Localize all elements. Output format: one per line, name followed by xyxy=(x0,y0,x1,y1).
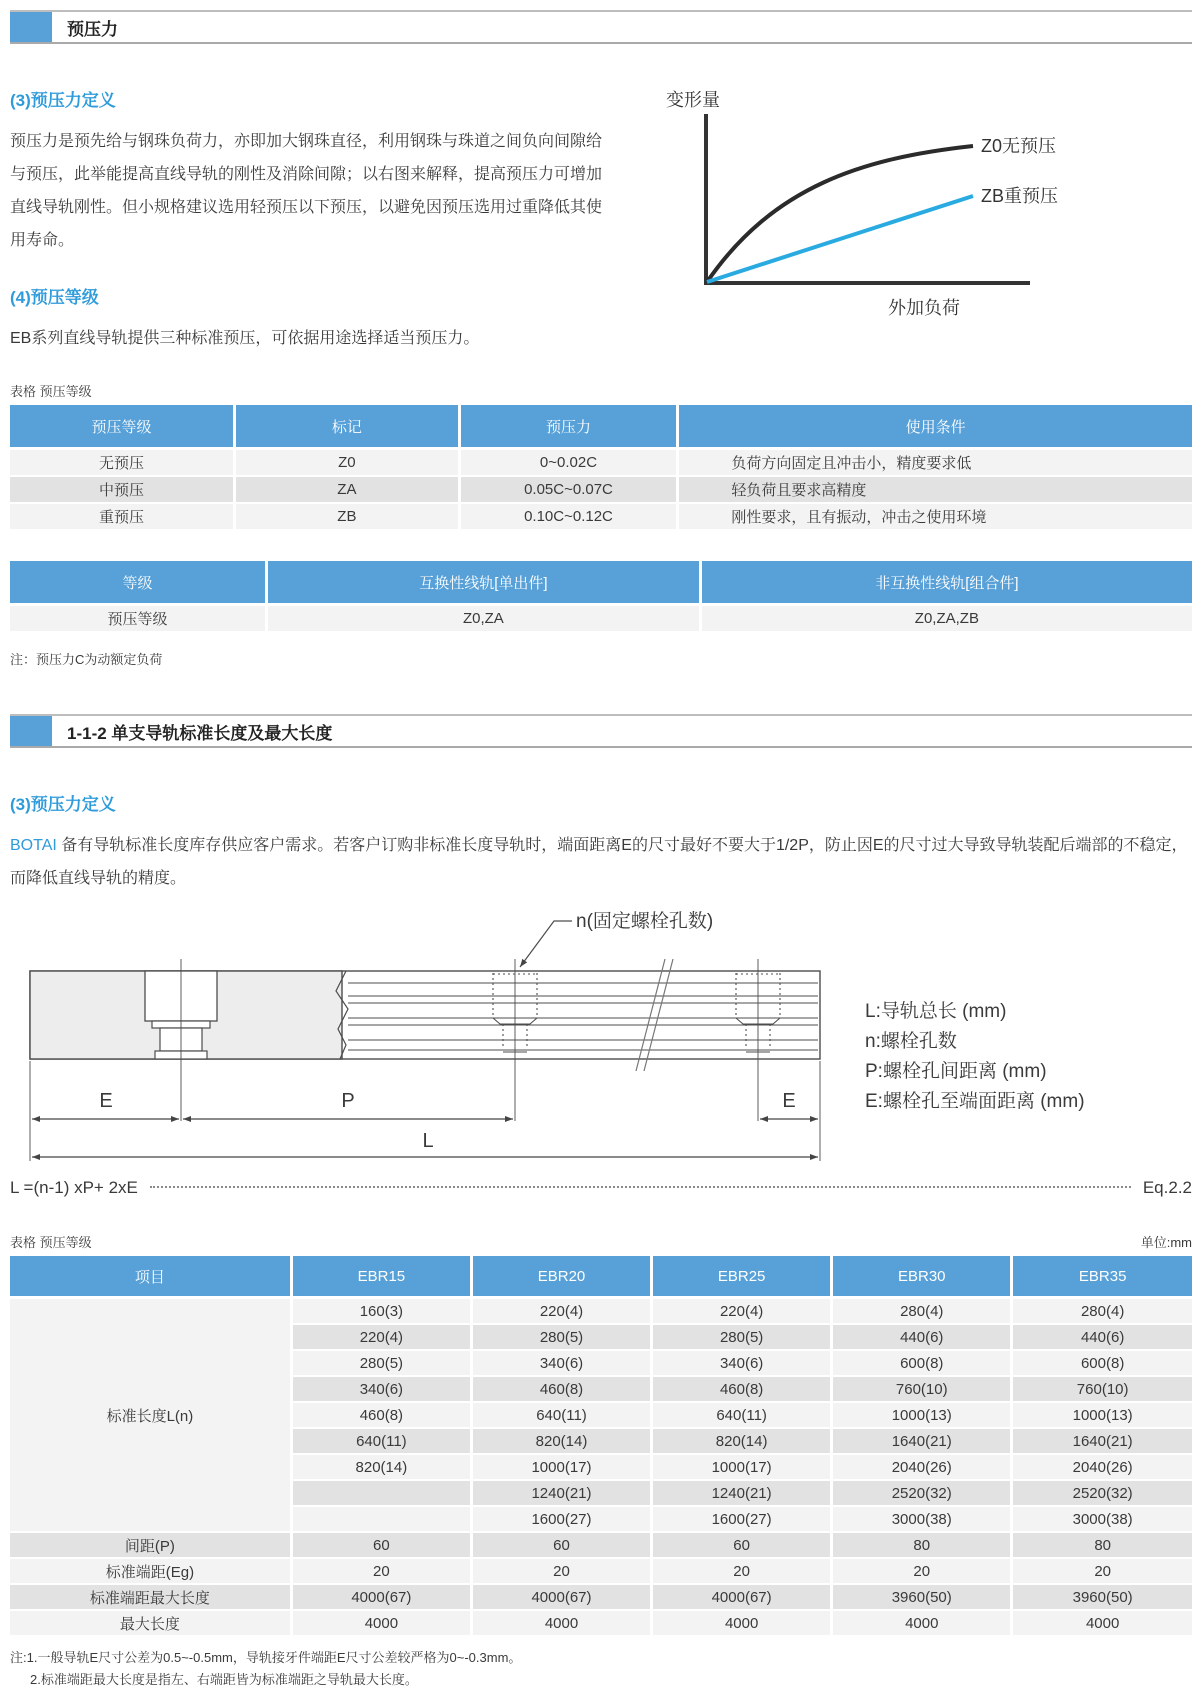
table-row xyxy=(10,1558,1192,1584)
table-cell: 1600(27) xyxy=(471,1506,651,1532)
column-header: 预压力 xyxy=(459,405,678,449)
table-cell: 中预压 xyxy=(10,476,235,503)
table-cell: 280(5) xyxy=(652,1324,832,1350)
table-row xyxy=(10,605,1192,633)
table-cell: 80 xyxy=(1012,1532,1192,1558)
table-cell: 280(5) xyxy=(291,1350,471,1376)
table-cell: 20 xyxy=(1012,1558,1192,1584)
table-cell: 4000 xyxy=(291,1610,471,1636)
table-cell: 1240(21) xyxy=(471,1480,651,1506)
table-cell: 4000(67) xyxy=(291,1584,471,1610)
length-table-caption: 表格 预压等级 xyxy=(10,1235,92,1250)
chart-line-zb xyxy=(707,196,973,282)
intro-text-column xyxy=(10,86,602,355)
rail-dimension-diagram xyxy=(10,899,1190,1171)
paragraph-preload-grades: EB系列直线导轨提供三种标准预压，可依据用途选择适当预压力。 xyxy=(10,330,480,347)
table-cell: Z0 xyxy=(235,449,460,477)
legend-item-p: P:螺栓孔间距离 (mm) xyxy=(865,1061,1047,1082)
table-cell: 340(6) xyxy=(652,1350,832,1376)
callout-leader-line xyxy=(520,921,572,967)
column-header: EBR25 xyxy=(652,1256,832,1298)
section-header-preload xyxy=(10,10,1192,44)
table-cell: 60 xyxy=(652,1532,832,1558)
table-cell: 3960(50) xyxy=(1012,1584,1192,1610)
length-table-unit: 单位:mm xyxy=(1140,1235,1192,1250)
table-cell: 820(14) xyxy=(291,1454,471,1480)
table-cell: 1000(13) xyxy=(832,1402,1012,1428)
table-row xyxy=(10,449,1192,477)
table-cell: 4000 xyxy=(832,1610,1012,1636)
table-cell: 0.05C~0.07C xyxy=(459,476,678,503)
row-label-max-length: 最大长度 xyxy=(10,1610,291,1636)
paragraph-rail-length xyxy=(10,829,1192,895)
table-cell: 80 xyxy=(832,1532,1012,1558)
table-cell: 20 xyxy=(652,1558,832,1584)
brand-name: BOTAI xyxy=(10,837,57,854)
table-cell: Z0,ZA,ZB xyxy=(700,605,1192,633)
table-cell: 460(8) xyxy=(291,1402,471,1428)
heading-preload-definition: (3)预压力定义 xyxy=(10,91,116,110)
section-chip xyxy=(10,716,52,746)
table-cell: 4000 xyxy=(471,1610,651,1636)
preload-table-caption: 表格 预压等级 xyxy=(10,384,92,399)
table-cell: 2520(32) xyxy=(832,1480,1012,1506)
table-cell: 220(4) xyxy=(652,1298,832,1325)
chart-series-label-zb: ZB重预压 xyxy=(981,186,1059,206)
chart-column xyxy=(602,86,1192,355)
table-cell: 220(4) xyxy=(471,1298,651,1325)
callout-bolt-hole-count: n(固定螺栓孔数) xyxy=(576,911,714,932)
column-header: 等级 xyxy=(10,561,266,605)
table-cell: 2040(26) xyxy=(832,1454,1012,1480)
paragraph-rail-length-text: 备有导轨标准长度库存供应客户需求。若客户订购非标准长度导轨时，端面距离E的尺寸最好不要大于1/2P，防止因E的尺寸过大导致导轨装配后端部的不稳定，而降低直线导轨的精度。 xyxy=(10,837,1188,887)
paragraph-preload-definition: 预压力是预先给与钢珠负荷力，亦即加大钢珠直径，利用钢珠与珠道之间负向间隙给与预压，此举能提高直线导轨的刚性及消除间隙；以右图来解释，提高预压力可增加直线导轨刚性。但小规格建议选用轻预压以下预压，以避免因预压选用过重降低其使用寿命。 xyxy=(10,133,603,249)
table-cell: 280(5) xyxy=(471,1324,651,1350)
table-cell: 440(6) xyxy=(1012,1324,1192,1350)
table-cell xyxy=(291,1480,471,1506)
length-formula-row xyxy=(10,1178,1192,1198)
table-cell: 4000 xyxy=(652,1610,832,1636)
dimension-label-e-left: E xyxy=(99,1090,113,1112)
table-cell: 3000(38) xyxy=(832,1506,1012,1532)
table-cell: 4000 xyxy=(1012,1610,1192,1636)
table-row xyxy=(10,1532,1192,1558)
legend-item-l: L:导轨总长 (mm) xyxy=(865,1001,1007,1022)
column-header: 互换性线轨[单出件] xyxy=(266,561,700,605)
preload-deformation-chart xyxy=(638,86,1188,324)
table-cell: 1240(21) xyxy=(652,1480,832,1506)
column-header: 非互换性线轨[组合件] xyxy=(700,561,1192,605)
table-cell: 440(6) xyxy=(832,1324,1012,1350)
table-cell: 负荷方向固定且冲击小，精度要求低 xyxy=(678,449,1192,477)
table-header-row xyxy=(10,405,1192,449)
length-table-caption-row xyxy=(10,1232,1192,1251)
table-cell: Z0,ZA xyxy=(266,605,700,633)
table-cell: 2040(26) xyxy=(1012,1454,1192,1480)
table-cell: 280(4) xyxy=(832,1298,1012,1325)
table-cell: 280(4) xyxy=(1012,1298,1192,1325)
row-label-std-end-max-length: 标准端距最大长度 xyxy=(10,1584,291,1610)
diagram-legend xyxy=(865,1000,1085,1112)
table-cell: ZB xyxy=(235,503,460,530)
table-cell: 20 xyxy=(832,1558,1012,1584)
table-cell: 340(6) xyxy=(291,1376,471,1402)
section-title: 预压力 xyxy=(67,19,118,39)
table-cell: 760(10) xyxy=(1012,1376,1192,1402)
section-title: 1-1-2 单支导轨标准长度及最大长度 xyxy=(67,723,333,743)
row-label-pitch: 间距(P) xyxy=(10,1532,291,1558)
legend-item-e: E:螺栓孔至端面距离 (mm) xyxy=(865,1091,1085,1112)
table-cell: 600(8) xyxy=(1012,1350,1192,1376)
table-cell: 刚性要求，且有振动，冲击之使用环境 xyxy=(678,503,1192,530)
equation-number: Eq.2.2 xyxy=(1142,1178,1192,1197)
footnote-1: 注:1.一般导轨E尺寸公差为0.5~-0.5mm，导轨接牙件端距E尺寸公差较严格为0~-0.3mm。 xyxy=(10,1650,522,1665)
footnote-2: 2.标准端距最大长度是指左、右端距皆为标准端距之导轨最大长度。 xyxy=(30,1672,418,1687)
table-cell: ZA xyxy=(235,476,460,503)
standard-length-table xyxy=(10,1256,1192,1637)
formula-dotted-leader xyxy=(150,1186,1131,1188)
chart-y-axis-label: 变形量 xyxy=(666,90,720,110)
table-cell: 760(10) xyxy=(832,1376,1012,1402)
table-cell: 1000(17) xyxy=(471,1454,651,1480)
table-cell: 2520(32) xyxy=(1012,1480,1192,1506)
table-row xyxy=(10,476,1192,503)
table-cell: 460(8) xyxy=(652,1376,832,1402)
chart-curve-z0 xyxy=(707,146,973,282)
table-cell xyxy=(291,1506,471,1532)
row-label-standard-length: 标准长度L(n) xyxy=(10,1298,291,1533)
footnote-rated-load: 注：预压力C为动额定负荷 xyxy=(10,652,163,667)
table-cell: 1000(13) xyxy=(1012,1402,1192,1428)
table-cell: 640(11) xyxy=(291,1428,471,1454)
table-cell: 3000(38) xyxy=(1012,1506,1192,1532)
length-formula: L =(n-1) xP+ 2xE xyxy=(10,1178,138,1197)
table-row xyxy=(10,1584,1192,1610)
table-cell: 4000(67) xyxy=(652,1584,832,1610)
interchangeability-table xyxy=(10,561,1192,633)
section-header-rail-length xyxy=(10,714,1192,748)
dimension-label-p: P xyxy=(341,1090,355,1112)
table-cell: 1640(21) xyxy=(1012,1428,1192,1454)
table-cell: 20 xyxy=(471,1558,651,1584)
table-cell: 0~0.02C xyxy=(459,449,678,477)
table-cell: 220(4) xyxy=(291,1324,471,1350)
table-cell: 60 xyxy=(471,1532,651,1558)
column-header: 使用条件 xyxy=(678,405,1192,449)
column-header: EBR35 xyxy=(1012,1256,1192,1298)
table-cell: 4000(67) xyxy=(471,1584,651,1610)
footnotes xyxy=(10,1647,1192,1691)
table-cell: 820(14) xyxy=(652,1428,832,1454)
chart-series-label-z0: Z0无预压 xyxy=(981,136,1057,156)
table-cell: 160(3) xyxy=(291,1298,471,1325)
table-cell: 20 xyxy=(291,1558,471,1584)
dimension-label-l: L xyxy=(422,1130,434,1152)
table-cell: 0.10C~0.12C xyxy=(459,503,678,530)
table-cell: 640(11) xyxy=(471,1402,651,1428)
table-header-row xyxy=(10,561,1192,605)
table-cell: 1000(17) xyxy=(652,1454,832,1480)
chart-x-axis-label: 外加负荷 xyxy=(888,298,960,318)
dimension-label-e-right: E xyxy=(782,1090,796,1112)
section-chip xyxy=(10,12,52,42)
table-cell: 无预压 xyxy=(10,449,235,477)
table-cell: 600(8) xyxy=(832,1350,1012,1376)
table-cell: 3960(50) xyxy=(832,1584,1012,1610)
intro-area xyxy=(10,86,1192,355)
table-cell: 820(14) xyxy=(471,1428,651,1454)
preload-grade-table xyxy=(10,405,1192,531)
column-header: 项目 xyxy=(10,1256,291,1298)
table-cell: 轻负荷且要求高精度 xyxy=(678,476,1192,503)
column-header: EBR15 xyxy=(291,1256,471,1298)
table-cell: 预压等级 xyxy=(10,605,266,633)
table-cell: 1640(21) xyxy=(832,1428,1012,1454)
table-cell: 340(6) xyxy=(471,1350,651,1376)
table-cell: 1600(27) xyxy=(652,1506,832,1532)
legend-item-n: n:螺栓孔数 xyxy=(865,1031,957,1052)
column-header: 预压等级 xyxy=(10,405,235,449)
heading-preload-grades: (4)预压等级 xyxy=(10,288,99,307)
row-label-standard-end: 标准端距(Eg) xyxy=(10,1558,291,1584)
table-row xyxy=(10,1298,1192,1325)
table-cell: 重预压 xyxy=(10,503,235,530)
table-header-row xyxy=(10,1256,1192,1298)
column-header: EBR20 xyxy=(471,1256,651,1298)
column-header: EBR30 xyxy=(832,1256,1012,1298)
table-row xyxy=(10,503,1192,530)
table-cell: 640(11) xyxy=(652,1402,832,1428)
column-header: 标记 xyxy=(235,405,460,449)
heading-rail-length-definition: (3)预压力定义 xyxy=(10,795,116,814)
table-row xyxy=(10,1610,1192,1636)
table-cell: 60 xyxy=(291,1532,471,1558)
table-cell: 460(8) xyxy=(471,1376,651,1402)
